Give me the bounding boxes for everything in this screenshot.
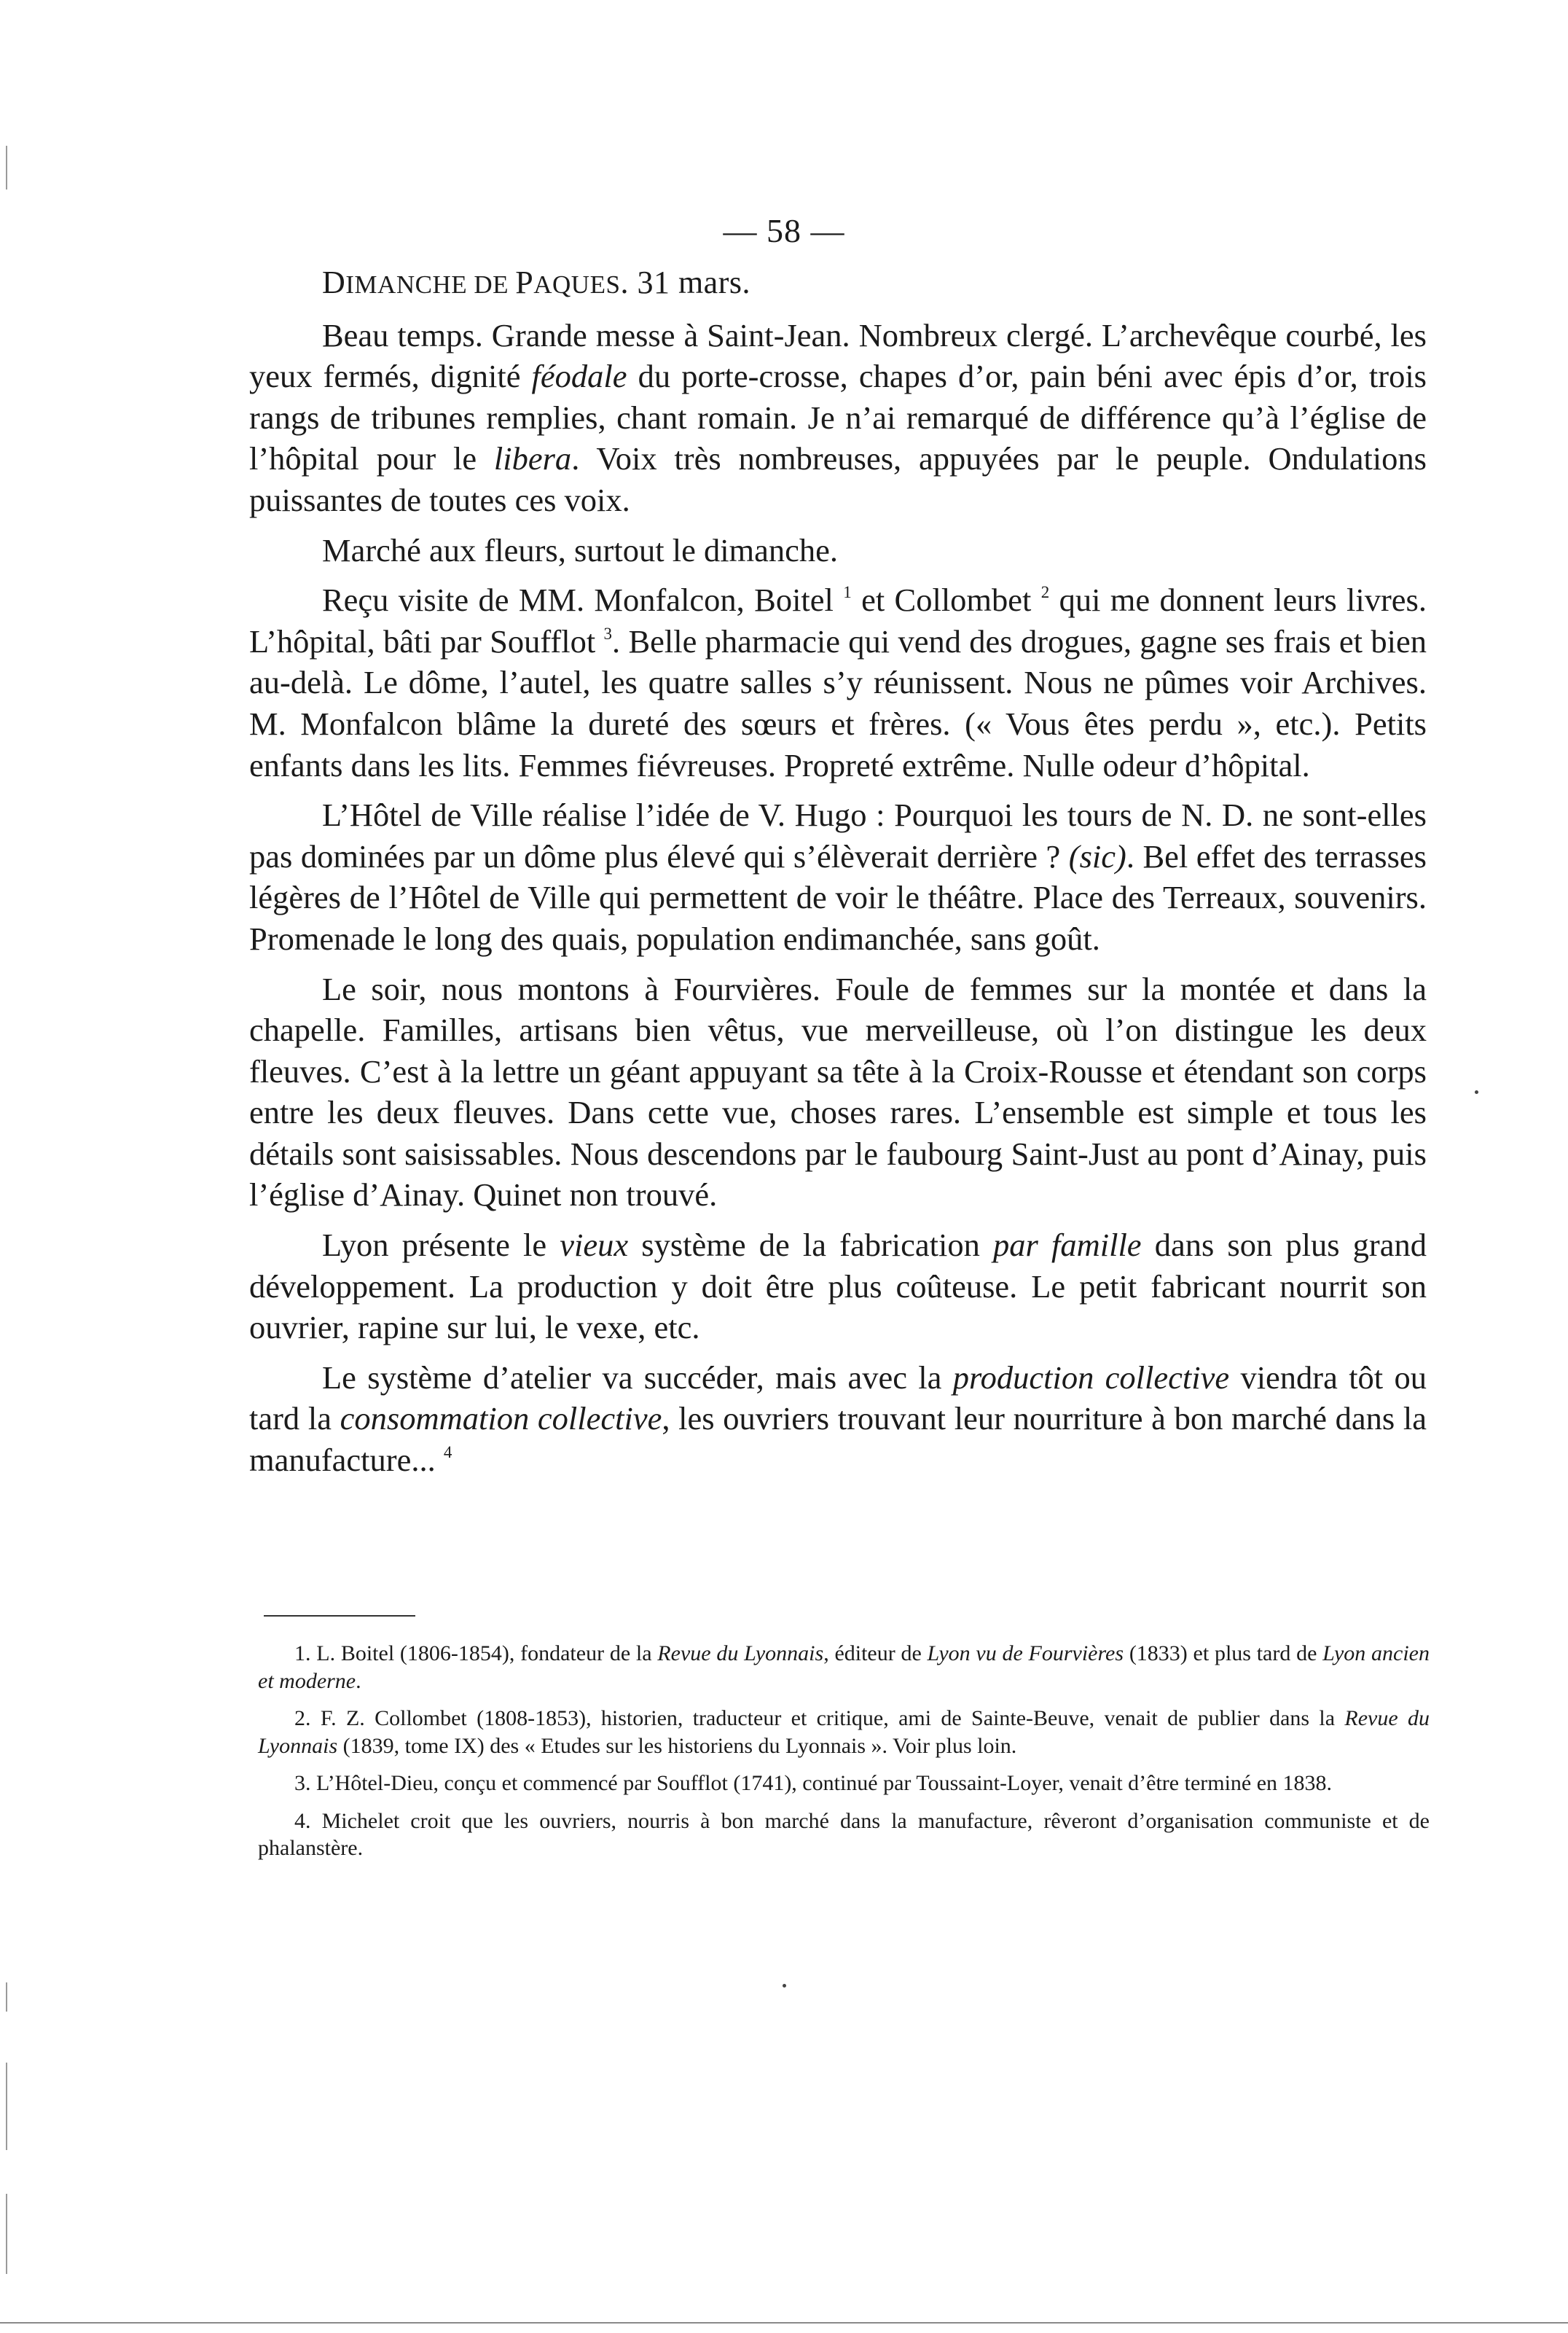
paragraph-fourvieres: Le soir, nous montons à Fourvières. Foule de femmes sur la montée et dans la chapelle. Familles, artisans bien vêtus, vue merveilleuse, où l’on distingue les deux fleuves. C’est à la lettre un géant appuyant sa tête à la Croix-Rousse et étendant son corps entre les deux fleuves. Dans cette vue, choses rares. L’ensemble est simple et tous les détails sont saisissables. Nous descendons par le faubourg Saint-Just au pont d’Ainay, puis l’église d’Ainay. Quinet non trouvé. [249,970,1427,1214]
scan-edge-mark [6,2063,7,2150]
page-number: — 58 — [723,212,845,249]
footnotes [258,1640,1430,1872]
paragraph-hospital-visit: Reçu visite de MM. Monfalcon, Boitel $^1$ et Collombet $^2$ qui me donnent leurs livres. L’hôpital, bâti par Soufflot $^3$. Belle pharmacie qui vend des drogues, gagne ses frais et bien au-delà. Le dôme, l’autel, les quatre salles s’y réunissent. Nous ne pûmes voir Archives. M. Monfalcon blâme la dureté des sœurs et frères. (« Vous êtes perdu », etc.). Petits enfants dans les lits. Femmes fiévreuses. Propreté extrême. Nulle odeur d’hôpital. [249,582,1427,783]
scan-edge-mark [6,2194,7,2274]
footnote-separator [264,1615,415,1617]
footnote-1: 1. L. Boitel (1806-1854), fondateur de la Revue du Lyonnais, éditeur de Lyon vu de Fourvières (1833) et plus tard de Lyon ancien et moderne. [258,1641,1430,1693]
paragraph-family-system: Lyon présente le vieux système de la fabrication par famille dans son plus grand développement. La production y doit être plus coûteuse. Le petit fabricant nourrit son ouvrier, rapine sur lui, le vexe, etc. [249,1227,1427,1346]
paragraph-hotel-de-ville: L’Hôtel de Ville réalise l’idée de V. Hugo : Pourquoi les tours de N. D. ne sont-elles pas dominées par un dôme plus élevé qui s’élèverait derrière ? (sic). Bel effet des terrasses légères de l’Hôtel de Ville qui permettent de voir le théâtre. Place des Terreaux, souvenirs. Promenade le long des quais, population endimanchée, sans goût. [249,797,1427,957]
footnote-ref-1[interactable]: 1 [843,583,852,602]
footnote-2: 2. F. Z. Collombet (1808-1853), historien, traducteur et critique, ami de Sainte-Beuve, venait de publier dans la Revue du Lyonnais (1839, tome IX) des « Etudes sur les historiens du Lyonnais ». Voir plus loin. [258,1706,1430,1758]
scan-edge-mark [6,146,7,189]
scan-speck [783,1984,786,1988]
scan-edge-mark [6,1982,7,2012]
paragraph-mass: Beau temps. Grande messe à Saint-Jean. Nombreux clergé. L’archevêque courbé, les yeux fermés, dignité féodale du porte-crosse, chapes d’or, pain béni avec épis d’or, trois rangs de tribunes remplies, chant romain. Je n’ai remarqué de différence qu’à l’église de l’hôpital pour le libera. Voix très nombreuses, appuyées par le peuple. Ondulations puissantes de toutes ces voix. [249,316,1427,518]
footnote-ref-2[interactable]: 2 [1040,583,1050,602]
footnote-3: 3. L’Hôtel-Dieu, conçu et commencé par Soufflot (1741), continué par Toussaint-Loyer, venait d’être terminé en 1838. [294,1771,1333,1795]
main-text [249,262,1427,1481]
paragraph-workshop-system: Le système d’atelier va succéder, mais avec la production collective viendra tôt ou tard la consommation collective, les ouvriers trouvant leur nourriture à bon marché dans la manufacture... $^4$ [249,1359,1427,1479]
footnote-4: 4. Michelet croit que les ouvriers, nourris à bon marché dans la manufacture, rêveront d’organisation communiste et de phalanstère. [258,1808,1430,1860]
paragraph-flower-market: Marché aux fleurs, surtout le dimanche. [322,531,839,568]
footnote-ref-3[interactable]: 3 [603,624,613,643]
footnote-ref-4[interactable]: 4 [443,1443,452,1462]
scan-speck [1475,1090,1478,1094]
scan-bottom-line [0,2322,1568,2324]
entry-heading: DIMANCHE DE PAQUES. 31 mars. [322,265,750,300]
